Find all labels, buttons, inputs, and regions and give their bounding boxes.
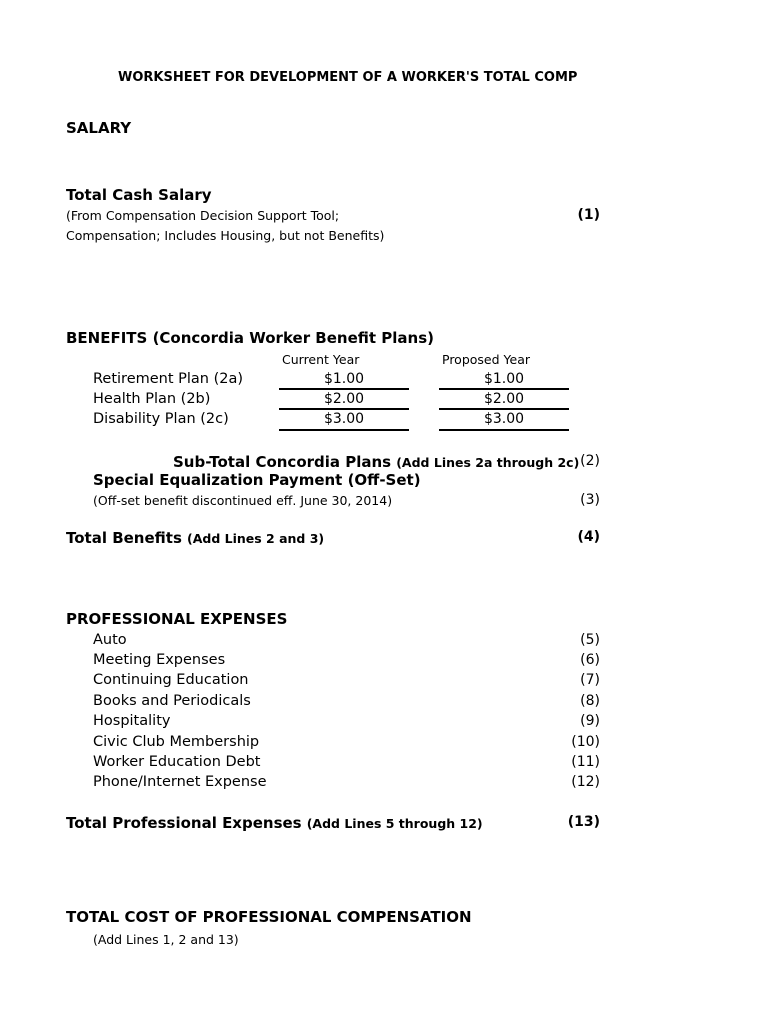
total-cost-note: (Add Lines 1, 2 and 13) — [93, 932, 239, 947]
total-benefits-label: Total Benefits — [66, 529, 182, 547]
page-title: WORKSHEET FOR DEVELOPMENT OF A WORKER'S TOTAL COMP — [118, 70, 578, 85]
special-equalization-note: (Off-set benefit discontinued eff. June 30, 2014) — [93, 493, 393, 508]
line-number-11: (11) — [571, 754, 600, 770]
professional-expenses-heading: PROFESSIONAL EXPENSES — [66, 610, 288, 628]
line-number-5: (5) — [580, 632, 600, 648]
line-number-7: (7) — [580, 672, 600, 688]
health-proposed-underline — [439, 408, 569, 410]
disability-proposed-value: $3.00 — [483, 411, 525, 427]
line-number-6: (6) — [580, 652, 600, 668]
expense-item-hospitality: Hospitality — [93, 713, 171, 729]
retirement-current-value: $1.00 — [323, 371, 365, 387]
subtotal-row — [173, 452, 579, 471]
line-number-10: (10) — [571, 734, 600, 750]
disability-current-underline — [279, 429, 409, 431]
total-benefits-row — [66, 528, 324, 547]
col-proposed-year: Proposed Year — [442, 352, 530, 367]
line-number-2: (2) — [580, 453, 600, 469]
benefits-heading: BENEFITS (Concordia Worker Benefit Plans) — [66, 329, 434, 347]
total-expenses-label: Total Professional Expenses — [66, 814, 302, 832]
col-current-year: Current Year — [282, 352, 360, 367]
subtotal-note: (Add Lines 2a through 2c) — [396, 455, 580, 470]
line-number-12: (12) — [571, 774, 600, 790]
line-number-9: (9) — [580, 713, 600, 729]
disability-proposed-underline — [439, 429, 569, 431]
retirement-current-underline — [279, 388, 409, 390]
retirement-plan-label: Retirement Plan (2a) — [93, 371, 244, 387]
expense-item-worker-education-debt: Worker Education Debt — [93, 754, 261, 770]
salary-note-line2: Compensation; Includes Housing, but not Benefits) — [66, 228, 385, 243]
health-current-underline — [279, 408, 409, 410]
line-number-13: (13) — [567, 814, 600, 830]
total-cash-salary-label: Total Cash Salary — [66, 186, 212, 204]
total-expenses-note: (Add Lines 5 through 12) — [306, 816, 483, 831]
line-number-1: (1) — [577, 207, 600, 223]
total-benefits-note: (Add Lines 2 and 3) — [186, 531, 325, 546]
expense-item-continuing-education: Continuing Education — [93, 672, 249, 688]
salary-heading: SALARY — [66, 119, 132, 137]
retirement-proposed-value: $1.00 — [483, 371, 525, 387]
expense-item-phone-internet: Phone/Internet Expense — [93, 774, 267, 790]
expense-item-books: Books and Periodicals — [93, 693, 251, 709]
total-cost-heading: TOTAL COST OF PROFESSIONAL COMPENSATION — [66, 908, 472, 926]
salary-note-line1: (From Compensation Decision Support Tool; — [66, 208, 340, 223]
disability-current-value: $3.00 — [323, 411, 365, 427]
line-number-8: (8) — [580, 693, 600, 709]
retirement-proposed-underline — [439, 388, 569, 390]
health-plan-label: Health Plan (2b) — [93, 391, 211, 407]
expense-item-civic-club: Civic Club Membership — [93, 734, 260, 750]
health-current-value: $2.00 — [323, 391, 365, 407]
line-number-3: (3) — [580, 492, 600, 508]
expense-item-meeting: Meeting Expenses — [93, 652, 226, 668]
subtotal-label: Sub-Total Concordia Plans — [173, 453, 392, 471]
expense-item-auto: Auto — [93, 632, 127, 648]
disability-plan-label: Disability Plan (2c) — [93, 411, 229, 427]
special-equalization-label: Special Equalization Payment (Off-Set) — [93, 471, 421, 489]
health-proposed-value: $2.00 — [483, 391, 525, 407]
total-expenses-row — [66, 813, 483, 832]
line-number-4: (4) — [577, 529, 600, 545]
